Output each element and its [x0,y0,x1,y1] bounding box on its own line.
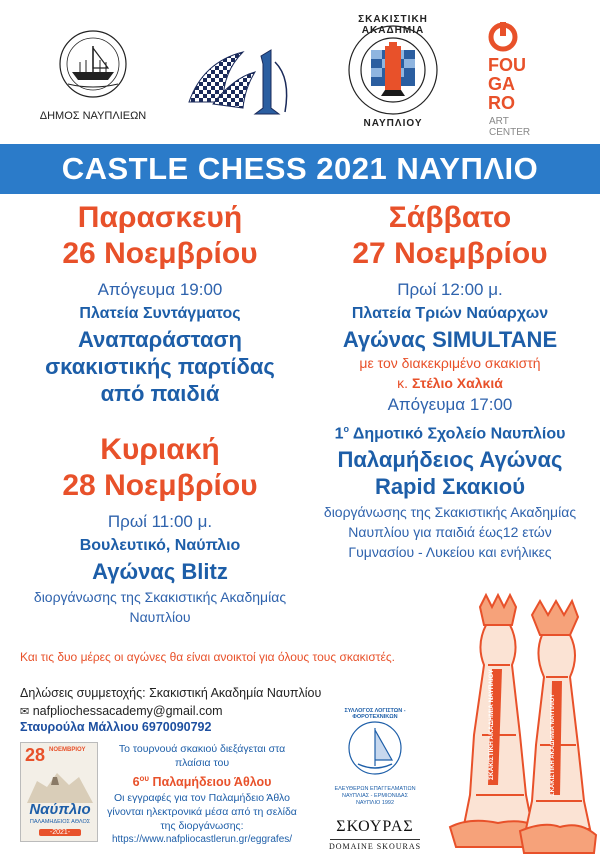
skouras-greek: ΣΚΟΥΡΑΣ [336,818,414,835]
fougaro-line-4: ART [489,116,509,127]
sunday-organizer-line-2: Ναυπλίου [129,609,191,625]
info-line-4: Οι εγγραφές για τον Παλαμήδειο Άθλο [113,792,290,805]
chess-pieces-illustration [440,585,600,860]
palamidi-poster [20,742,98,842]
saturday-guest-name: Στέλιο Χαλκιά [411,375,503,391]
saturday-event-2b: Rapid Σκακιού [374,474,526,500]
chess-2021-logo [183,42,299,122]
contact-person: Σταυρούλα Μάλλιου 6970090792 [20,720,212,734]
saturday-organizer-line-1: διοργάνωσης της Σκακιστικής Ακαδημίας [323,504,577,521]
poster-name: Ναύπλιο [29,801,91,818]
saturday-guest [300,373,600,393]
saturday-date: 27 Νοεμβρίου [352,237,548,270]
saturday-guest-line: με τον διακεκριμένο σκακιστή [359,355,541,371]
saturday-place-1: Πλατεία Τριών Ναύαρχων [351,305,549,322]
accountants-ring-text: ΣΥΛΛΟΓΟΣ ΛΟΓΙΣΤΩΝ - ΦΟΡΟΤΕΧΝΙΚΩΝ [344,708,406,720]
info-line-3-num: 6 [132,775,140,790]
queen-ribbon-text: ΣΚΑΚΙΣΤΙΚΗ ΑΚΑΔΗΜΙΑ ΝΑΥΠΛΙΟΥ [550,693,556,796]
open-notice: Και τις δυο μέρες οι αγώνες θα είναι ανοικτοί για όλους τους σκακιστές. [20,650,395,664]
accountants-line-1: ΕΛΕΥΘΕΡΩΝ ΕΠΑΓΓΕΛΜΑΤΙΩΝ [334,786,416,792]
accountants-line-3: ΝΑΥΠΛΙΟ 1992 [355,800,395,806]
saturday-event-2a: Παλαμήδειος Αγώνας [337,447,563,473]
academy-ring-top: ΣΚΑΚΙΣΤΙΚΗ ΑΚΑΔΗΜΙΑ [358,14,428,36]
sunday-organizer-line-1: διοργάνωσης της Σκακιστικής Ακαδημίας [33,589,287,605]
municipality-caption: ΔΗΜΟΣ ΝΑΥΠΛΙΕΩΝ [39,110,147,122]
fougaro-line-1: FOU [488,55,526,75]
poster-year: -2021- [39,829,81,836]
fougaro-wordmark [488,56,526,113]
fougaro-mark [488,22,518,52]
saturday-place-2 [300,417,600,446]
fougaro-line-5: CENTER [489,127,531,138]
accountants-logo [330,714,420,784]
saturday-place-2-sup: ο [343,424,349,434]
event-banner: CASTLE CHESS 2021 ΝΑΥΠΛΙΟ [0,144,600,194]
saturday-place-2-rest: Δημοτικό Σχολείο Ναυπλίου [352,425,566,443]
info-line-3 [102,770,302,791]
municipality-logo [50,28,136,108]
fougaro-line-3: RO [488,93,515,113]
friday-event-line-3: από παιδιά [100,381,220,406]
friday-date: 26 Νοεμβρίου [62,237,258,270]
friday-day: Παρασκευή [77,201,243,234]
fougaro-subtitle [489,116,530,138]
friday-block [20,200,300,407]
friday-time: Απόγευμα 19:00 [97,280,223,299]
accountants-text [315,786,435,807]
contact-email[interactable]: nafpliochessacademy@gmail.com [32,704,223,718]
sunday-event: Αγώνας Blitz [92,559,228,584]
saturday-event-1: Αγώνας SIMULTANE [342,327,558,352]
saturday-organizer-line-2: Ναυπλίου για παιδιά έως12 ετών [348,524,552,541]
info-line-2: πλαίσια του [174,757,230,769]
contact-line-1: Δηλώσεις συμμετοχής: Σκακιστική Ακαδημία Ναυπλίου [20,686,322,700]
saturday-block [300,200,600,562]
skouras-english: DOMAINE SKOURAS [328,842,422,851]
registration-link[interactable]: https://www.nafpliocastlerun.gr/eggrafes/ [111,834,293,846]
info-line-3-rest: Παλαμήδειου Άθλου [152,775,272,790]
skouras-divider [330,839,420,840]
info-block [102,742,302,847]
saturday-guest-prefix: κ. [397,375,409,391]
logo-row [0,0,600,140]
fougaro-line-2: GA [488,74,515,94]
friday-event-line-2: σκακιστικής παρτίδας [45,354,275,379]
poster-month: ΝΟΕΜΒΡΙΟΥ [49,747,86,753]
info-line-5: γίνονται ηλεκτρονικά μέσα από τη σελίδα [107,806,297,819]
saturday-time-2: Απόγευμα 17:00 [387,395,513,414]
info-line-6: της διοργάνωσης: [160,820,244,833]
accountants-line-2: ΝΑΥΠΛΙΑΣ - ΕΡΜΙΟΝΙΔΑΣ [342,793,408,799]
saturday-organizer-line-3: Γυμνασίου - Λυκείου και ενήλικες [348,544,552,561]
friday-event-line-1: Αναπαράσταση [78,327,242,352]
academy-ring-bottom: ΝΑΥΠΛΙΟΥ [363,118,423,129]
sunday-time: Πρωί 11:00 μ. [107,512,213,531]
sunday-date: 28 Νοεμβρίου [62,469,258,502]
envelope-icon: ✉ [20,706,30,718]
sunday-block [20,432,300,627]
fortress-icon [27,767,93,803]
poster-day: 28 [25,745,46,765]
saturday-day: Σάββατο [388,201,512,234]
info-line-1: Το τουρνουά σκακιού διεξάγεται στα [118,743,286,755]
saturday-place-2-num: 1 [334,425,344,443]
sunday-day: Κυριακή [100,433,220,466]
king-ribbon-text: ΣΚΑΚΙΣΤΙΚΗ ΑΚΑΔΗΜΙΑ ΝΑΥΠΛΙΟΥ [488,669,495,780]
saturday-time-1: Πρωί 12:00 μ. [397,280,503,299]
sunday-place: Βουλευτικό, Ναύπλιο [79,537,241,554]
poster-sub: ΠΑΛΑΜΗΔΕΙΟΣ ΑΘΛΟΣ [29,819,91,825]
friday-place: Πλατεία Συντάγματος [79,305,241,322]
info-line-3-sup: ου [139,774,150,783]
